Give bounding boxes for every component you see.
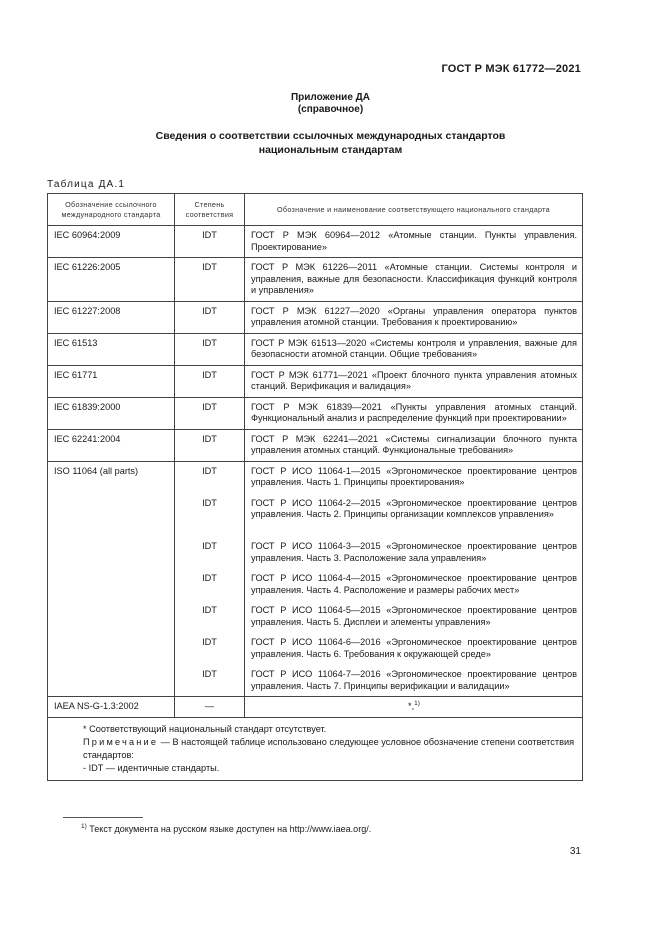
national-part-6: ГОСТ Р ИСО 11064-6—2016 «Эргономическое проектирование центров управления. Часть 6. Требования к окружающей среде» [251, 637, 577, 659]
footnote-ref: 1) [414, 699, 420, 707]
national-cell [245, 697, 583, 718]
degree-part-4: IDT [202, 573, 217, 583]
header-national-standard: Обозначение и наименование соответствующего национального стандарта [245, 194, 583, 226]
section-title-line2: национальным стандартам [258, 144, 403, 156]
ref-cell: IEC 60964:2009 [48, 226, 175, 258]
table-row [48, 429, 583, 461]
ref-cell: IEC 62241:2004 [48, 429, 175, 461]
table-row [48, 258, 583, 302]
national-cell-group [245, 461, 583, 697]
degree-part-1: IDT [202, 465, 217, 476]
table-row [48, 226, 583, 258]
header-degree [175, 194, 245, 226]
degree-part-2: IDT [202, 497, 217, 508]
degree-cell: IDT [175, 397, 245, 429]
national-part-7: ГОСТ Р ИСО 11064-7—2016 «Эргономическое проектирование центров управления. Часть 7. Принципы верификации и валидации» [251, 669, 577, 691]
footnote [81, 824, 371, 834]
table-row [48, 333, 583, 365]
table-notes [48, 717, 583, 780]
national-part-1: ГОСТ Р ИСО 11064-1—2015 «Эргономическое проектирование центров управления. Часть 1. Принципы проектирования» [251, 465, 577, 487]
table-row-iso-11064 [48, 461, 583, 697]
degree-cell: — [175, 697, 245, 718]
national-part-5: ГОСТ Р ИСО 11064-5—2015 «Эргономическое проектирование центров управления. Часть 5. Дисплеи и элементы управления» [251, 605, 577, 627]
idt-definition: - IDT — идентичные стандарты. [83, 762, 220, 773]
national-part-3: ГОСТ Р ИСО 11064-3—2015 «Эргономическое проектирование центров управления. Часть 3. Расположение зала управления» [251, 541, 577, 563]
note-text: — В настоящей таблице использовано следующее условное обозначение степени соответствия стандартов: [83, 736, 575, 760]
degree-cell: IDT [175, 429, 245, 461]
ref-cell: IEC 61839:2000 [48, 397, 175, 429]
header-col2-line2: соответствия [185, 209, 234, 219]
national-cell: ГОСТ Р МЭК 62241—2021 «Системы сигнализации блочного пункта управления атомных станций. Функциональные требования» [245, 429, 583, 461]
annex-subtitle: (справочное) [297, 104, 364, 115]
asterisk-note: * Соответствующий национальный стандарт отсутствует. [83, 723, 327, 734]
degree-cell-group [175, 461, 245, 697]
ref-cell: IEC 61227:2008 [48, 301, 175, 333]
degree-cell: IDT [175, 333, 245, 365]
ref-cell: IEC 61226:2005 [48, 258, 175, 302]
national-cell: ГОСТ Р МЭК 61227—2020 «Органы управления оператора пунктов управления атомной станции. Требования к проектированию» [245, 301, 583, 333]
degree-cell: IDT [175, 301, 245, 333]
national-cell: ГОСТ Р МЭК 61226—2011 «Атомные станции. Системы контроля и управления, важные для безопасности. Классификация функций контроля и управления» [245, 258, 583, 302]
national-cell: ГОСТ Р МЭК 61771—2021 «Проект блочного пункта управления атомных станций. Верификация и валидация» [245, 365, 583, 397]
ref-cell: IEC 61513 [48, 333, 175, 365]
ref-cell: IEC 61771 [48, 365, 175, 397]
annex-title: Приложение ДА [290, 92, 371, 103]
table-notes-row [48, 717, 583, 780]
section-title-line1: Сведения о соответствии ссылочных международных стандартов [155, 130, 506, 142]
national-cell: ГОСТ Р МЭК 60964—2012 «Атомные станции. Пункты управления. Проектирование» [245, 226, 583, 258]
correspondence-table [47, 193, 583, 781]
footnote-divider [63, 817, 143, 818]
footnote-marker: 1) [81, 823, 87, 830]
page-number: 31 [569, 846, 581, 857]
annex-heading [0, 92, 661, 116]
header-reference-standard [48, 194, 175, 226]
ref-cell: ISO 11064 (all parts) [48, 461, 175, 697]
table-row [48, 365, 583, 397]
table-header-row [48, 194, 583, 226]
table-label: Таблица ДА.1 [47, 179, 126, 190]
ref-cell: IAEA NS-G-1.3:2002 [48, 697, 175, 718]
header-col2-line1: Степень [194, 200, 225, 209]
degree-part-3: IDT [202, 541, 217, 551]
degree-cell: IDT [175, 258, 245, 302]
table-row [48, 301, 583, 333]
national-part-2: ГОСТ Р ИСО 11064-2—2015 «Эргономическое проектирование центров управления. Часть 2. Принципы организации комплексов управления» [251, 497, 577, 519]
header-col1-line2: международного стандарта [61, 209, 161, 219]
national-part-4: ГОСТ Р ИСО 11064-4—2015 «Эргономическое проектирование центров управления. Часть 4. Расположение и размеры рабочих мест» [251, 573, 577, 595]
no-national-mark: *, [408, 701, 415, 711]
degree-cell: IDT [175, 365, 245, 397]
section-title [0, 129, 661, 157]
degree-part-5: IDT [202, 605, 217, 615]
footnote-text: Текст документа на русском языке доступен на http://www.iaea.org/. [86, 824, 372, 834]
national-cell: ГОСТ Р МЭК 61839—2021 «Пункты управления атомных станций. Функциональный анализ и распределение функций при проектировании» [245, 397, 583, 429]
degree-cell: IDT [175, 226, 245, 258]
note-label: Примечание [83, 736, 159, 747]
table-row [48, 397, 583, 429]
header-col1-line1: Обозначение ссылочного [65, 200, 157, 209]
national-cell: ГОСТ Р МЭК 61513—2020 «Системы контроля и управления, важные для безопасности атомной станции. Общие требования» [245, 333, 583, 365]
table-row-iaea [48, 697, 583, 718]
degree-part-6: IDT [202, 637, 217, 647]
degree-part-7: IDT [202, 669, 217, 679]
standard-code: ГОСТ Р МЭК 61772—2021 [441, 63, 581, 75]
table-note [54, 736, 576, 762]
